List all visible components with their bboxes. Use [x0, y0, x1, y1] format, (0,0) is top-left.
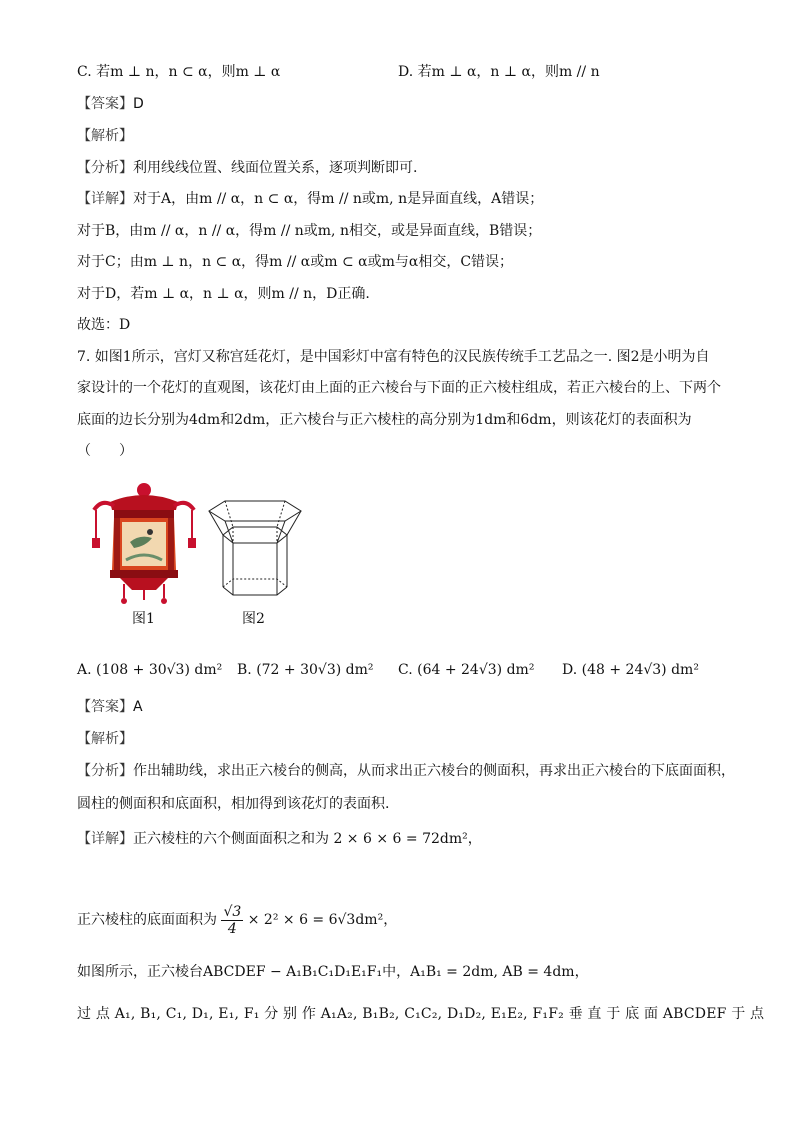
- option-a: A. (108 + 30√3) dm²: [77, 662, 223, 678]
- conclusion-row: 故选：D: [77, 317, 131, 333]
- answer-row-2: [77, 697, 143, 717]
- base-area-row: [77, 900, 397, 940]
- detail-row-2: [77, 829, 482, 849]
- detail-text-2: 正六棱柱的六个侧面面积之和为 2 × 6 × 6 = 72dm²，: [133, 831, 482, 847]
- analysis-heading: 【解析】: [77, 128, 133, 144]
- analysis-tag-2: 【分析】: [77, 763, 133, 779]
- option-d-prev: D. 若m ⊥ α，n ⊥ α，则m // n: [398, 64, 600, 80]
- analysis-row-2: [77, 761, 735, 781]
- hexagon-solid-figure-2: [205, 495, 305, 605]
- question-7-line-3: 底面的边长分别为4dm和2dm，正六棱台与正六棱柱的高分别为1dm和6dm，则该花灯的表面积为: [77, 412, 692, 428]
- option-c-prev: C. 若m ⊥ n，n ⊂ α，则m ⊥ α: [77, 64, 281, 80]
- analysis-text-2b: 圆柱的侧面积和底面积，相加得到该花灯的表面积.: [77, 796, 390, 812]
- detail-row-c: 对于C；由m ⊥ n，n ⊂ α，得m // α或m ⊂ α或m与α相交，C错误；: [77, 254, 514, 270]
- option-b: B. (72 + 30√3) dm²: [237, 662, 374, 678]
- fraction-numerator: √3: [223, 903, 242, 920]
- figure-1-caption: 图1: [132, 611, 155, 627]
- fraction-denominator: 4: [227, 920, 237, 937]
- analysis-tag: 【分析】: [77, 160, 133, 176]
- option-d: D. (48 + 24√3) dm²: [562, 662, 699, 678]
- answer-tag: 【答案】: [77, 96, 133, 112]
- figure-2-caption: 图2: [242, 611, 265, 627]
- analysis-text-2a: 作出辅助线，求出正六棱台的侧高，从而求出正六棱台的侧面积，再求出正六棱台的下底面面积，: [133, 763, 735, 779]
- answer-value: D: [133, 96, 144, 112]
- detail-tag-2: 【详解】: [77, 831, 133, 847]
- question-7-line-1: 7. 如图1所示，宫灯又称宫廷花灯，是中国彩灯中富有特色的汉民族传统手工艺品之一. 图2是小明为自: [77, 349, 710, 365]
- detail-row-a: [77, 189, 543, 209]
- option-c: C. (64 + 24√3) dm²: [398, 662, 535, 678]
- last-row: 过 点 A₁, B₁, C₁, D₁, E₁, F₁ 分 别 作 A₁A₂, B₁B₂, C₁C₂, D₁D₂, E₁E₂, F₁F₂ 垂 直 于 底 面 ABCDEF 于 点: [77, 1006, 765, 1022]
- detail-row-d: 对于D，若m ⊥ α，n ⊥ α，则m // n，D正确.: [77, 286, 370, 302]
- question-7-line-4: （ ）: [77, 443, 133, 459]
- detail-row-b: 对于B，由m // α，n // α，得m // n或m, n相交，或是异面直线，B错误；: [77, 223, 542, 239]
- base-area-suffix: × 2² × 6 = 6√3dm²，: [247, 912, 398, 928]
- base-area-prefix: 正六棱柱的底面面积为: [77, 912, 217, 928]
- question-7-line-2: 家设计的一个花灯的直观图，该花灯由上面的正六棱台与下面的正六棱柱组成，若正六棱台的上、下两个: [77, 380, 721, 396]
- analysis-heading-2: 【解析】: [77, 731, 133, 747]
- figure-description-row: 如图所示，正六棱台ABCDEF − A₁B₁C₁D₁E₁F₁中，A₁B₁ = 2dm, AB = 4dm，: [77, 964, 589, 980]
- fraction: [221, 904, 243, 937]
- answer-tag-2: 【答案】: [77, 699, 133, 715]
- lantern-figure-1: [80, 480, 208, 608]
- detail-text-a: 对于A，由m // α，n ⊂ α，得m // n或m, n是异面直线，A错误；: [133, 191, 544, 207]
- analysis-text: 利用线线位置、线面位置关系，逐项判断即可.: [133, 160, 418, 176]
- detail-tag: 【详解】: [77, 191, 133, 207]
- answer-row-1: [77, 94, 144, 114]
- analysis-row: [77, 158, 417, 178]
- answer-value-2: A: [133, 699, 143, 715]
